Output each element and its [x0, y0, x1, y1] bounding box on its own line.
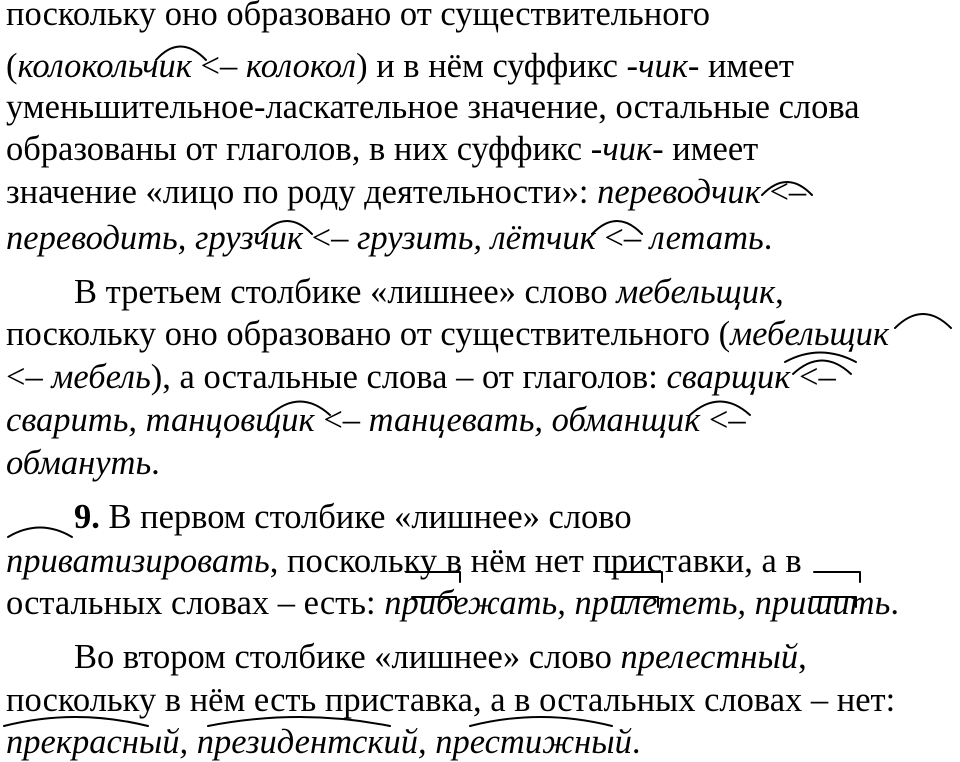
text: В третьем столбике «лишнее» слово [74, 273, 617, 311]
text: Во втором столбике «лишнее» слово [74, 638, 621, 676]
text-line [6, 172, 806, 212]
example-word: мебельщик [616, 273, 776, 311]
text: ( [6, 47, 18, 85]
text: <– [595, 219, 650, 257]
text-line [6, 541, 802, 581]
example-word: обмануть [6, 444, 152, 482]
text-line [74, 637, 807, 677]
example-word: грузить, лётчик [356, 219, 596, 257]
text-line [6, 400, 746, 440]
text: <– [302, 219, 357, 257]
text: <– [6, 358, 52, 396]
text: значение «лицо по роду деятельности»: [6, 173, 598, 211]
text: , [775, 273, 784, 311]
text: ), а остальные слова – от глаголов: [150, 358, 667, 396]
example-word: прелестный [620, 638, 799, 676]
example-word: чик [602, 130, 653, 168]
text-line [6, 0, 710, 34]
text: поскольку оно образовано от существительного [6, 0, 710, 33]
text-line [6, 46, 794, 86]
text: , [798, 638, 807, 676]
text-line [6, 722, 641, 762]
example-word: приватизировать [6, 542, 270, 580]
text-line [74, 272, 784, 312]
text: . [763, 219, 773, 257]
text-line [6, 680, 895, 720]
text: <– [191, 47, 246, 85]
text: . [631, 723, 641, 761]
exercise-number: 9. [74, 498, 100, 536]
text-line [6, 218, 772, 258]
example-word: прибежать, прилететь, пришить [384, 584, 891, 622]
text: <– [790, 358, 836, 396]
example-word: сварить, танцовщик [6, 401, 315, 439]
text: поскольку оно образовано от существительного ( [6, 315, 731, 353]
text: <– [314, 401, 369, 439]
text-line [6, 357, 836, 397]
example-word: чик [638, 47, 688, 85]
example-word: мебель [51, 358, 151, 396]
text: - имеет [652, 130, 759, 168]
text: В первом столбике «лишнее» слово [99, 498, 632, 536]
prefix-bracket-mark [814, 572, 860, 582]
example-word: сварщик [666, 358, 791, 396]
example-word: колокол [245, 47, 357, 85]
text: остальных словах – есть: [6, 584, 385, 622]
text: . [151, 444, 160, 482]
example-word: прекрасный, президентский, престижный [6, 723, 632, 761]
text: . [890, 584, 899, 622]
text: , поскольку в нём нет приставки, а в [269, 542, 802, 580]
example-word: танцевать, обманщик [368, 401, 701, 439]
example-word: переводчик [597, 173, 761, 211]
text: <– [700, 401, 746, 439]
text: уменьшительное-ласкательное значение, остальные слова [6, 88, 860, 126]
example-word: летать [649, 219, 764, 257]
text-line [6, 443, 160, 483]
text-line [6, 129, 758, 169]
suffix-arc-mark [895, 314, 951, 328]
example-word: мебельщик [730, 315, 889, 353]
example-word: переводить, грузчик [6, 219, 303, 257]
text: ) и в нём суффикс - [356, 47, 638, 85]
text-line [6, 87, 860, 127]
text-line [6, 314, 889, 354]
example-word: колокольчик [17, 47, 192, 85]
root-arc-mark [8, 528, 72, 538]
text-line [6, 583, 899, 623]
text: <– [760, 173, 807, 211]
text-line [74, 497, 632, 537]
text: поскольку в нём есть приставка, а в остальных словах – нет: [6, 681, 896, 719]
text: образованы от глаголов, в них суффикс - [6, 130, 603, 168]
text: - имеет [687, 47, 794, 85]
